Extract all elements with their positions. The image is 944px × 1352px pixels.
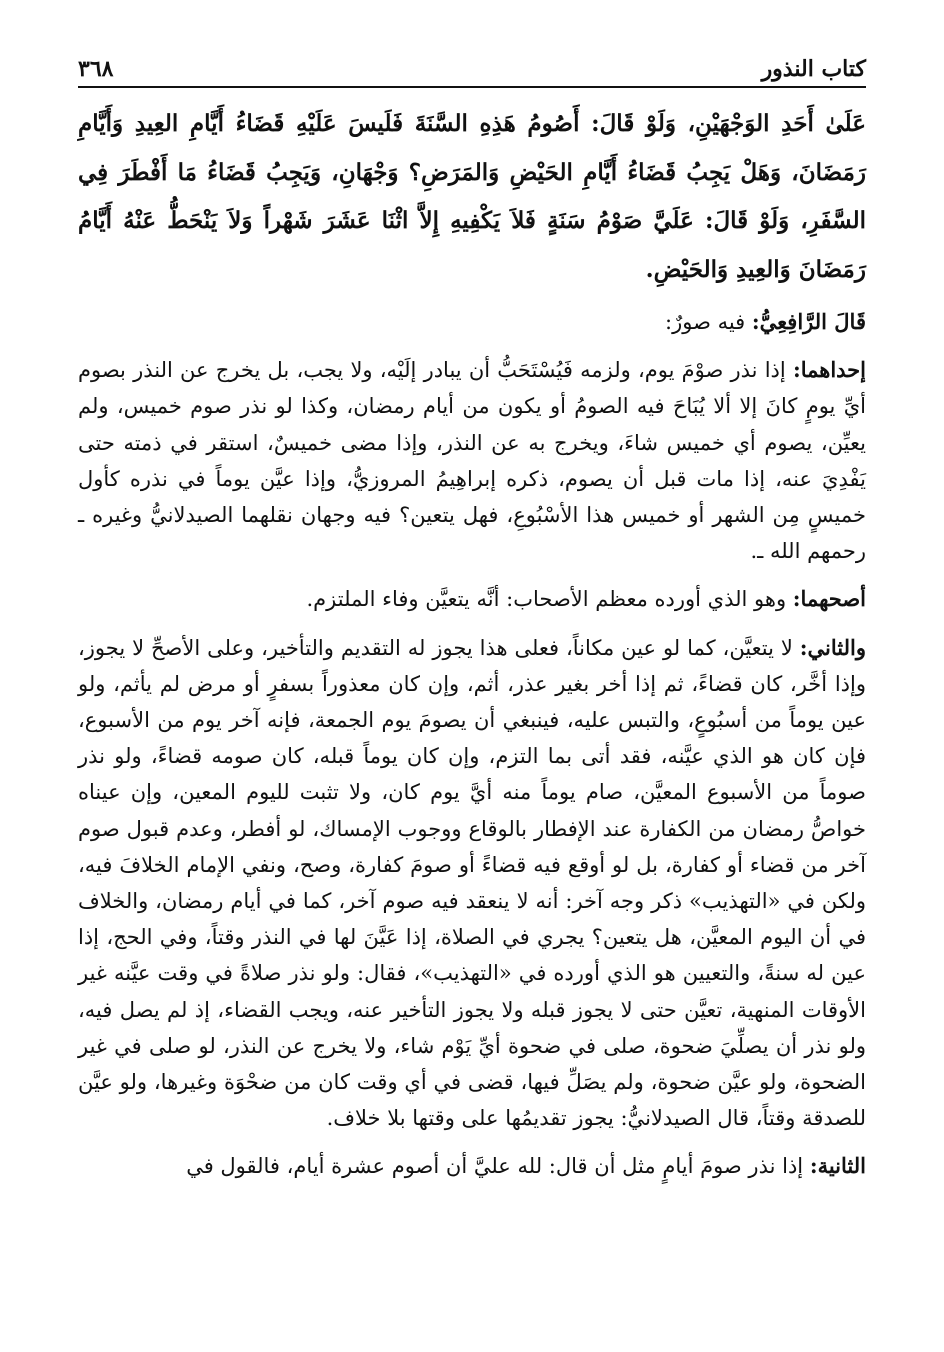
paragraph-second-case-label: الثانية: — [809, 1153, 866, 1179]
paragraph-most-correct-label: أصحهما: — [792, 586, 866, 612]
page-header — [78, 42, 866, 88]
paragraph-first-text: إذا نذر صوْمَ يوم، ولزمه فَيُسْتَحَبُّ أن يبادر إلَيْه، ولا يجب، بل يخرج عن النذر بصوم أيِّ يومٍ كانَ إلا ألا يُبَاحَ فيه الصومُ أو يكون من أيام رمضان، وكذا لو نذر صوم خميس، ولم يعيِّن، يصوم أي خميس شاءَ، ويخرج به عن النذر، وإذا مضى خميسٌ، استقر في ذمته حتى يَفْدِيَ عنه، إذا مات قبل أن يصوم، ذكره إبراهِيمُ المروزيُّ، وإذا عيَّن يوماً في نذره كأول خميسٍ مِن الشهر أو خميس هذا الأسْبُوعِ، فهل يتعين؟ فيه وجهان نقلهما الصيدلانيُّ وغيره ـ رحمهم الله ـ. — [78, 358, 866, 564]
page-number: ٣٦٨ — [78, 56, 114, 82]
paragraph-second-case-text: إذا نذر صومَ أيامٍ مثل أن قال: لله عليَّ أن أصوم عشرة أيام، فالقول في — [186, 1154, 804, 1179]
paragraph-second-case — [78, 1148, 866, 1184]
rafii-label: قَالَ الرَّافِعِيُّ: — [751, 309, 866, 334]
paragraph-first-label: إحداهما: — [792, 357, 866, 383]
paragraph-first — [78, 352, 866, 569]
paragraph-second-opinion-text: لا يتعيَّن، كما لو عين مكاناً، فعلى هذا يجوز له التقديم والتأخير، وعلى الأصحِّ لا يجوز، وإذا أخَّر، كان قضاءً، ثم إذا أخر بغير عذر، أثم، وإن كان معذوراً بسفرٍ أو مرض لم يأثم، ولو عين يوماً من أسبُوعٍ، والتبس عليه، فينبغي أن يصومَ يوم الجمعة، فإنه آخر يوم من الأسبوع، فإن كان هو الذي عيَّنه، فقد أتى بما التزم، وإن كان يوماً قبله، كان صومه قضاءً، ولو نذر صوماً من الأسبوع المعيَّن، صام يوماً منه أيَّ يوم كان، ولا تثبت لليوم المعين، وإن عيناه خواصُّ رمضان من الكفارة عند الإفطار بالوقاع ووجوب الإمساك، لو أفطر، وعدم قبول صوم آخر من قضاء أو كفارة، بل لو أوقع فيه قضاءً أو صومَ كفارة، وصح، ونفي الإمام الخلافَ فيه، ولكن في «التهذيب» ذكر وجه آخر: أنه لا ينعقد فيه صوم آخر، كما في أيام رمضان، والخلاف في أن اليوم المعيَّن، هل يتعين؟ يجري في الصلاة، إذا عَيَّنَ لها في النذر وقتاً، وفي الحج، إذا عين له سنةً، والتعيين هو الذي أورده في «التهذيب»، فقال: ولو نذر صلاةً في وقت عيَّنه غير الأوقات المنهية، تعيَّن حتى لا يجوز قبله ولا يجوز التأخير عنه، ويجب القضاء، إذ لم يصل فيه، ولو نذر أن يصلِّيَ ضحوة، صلى في ضحوة أيِّ يَوْم شاء، ولا يخرج عن النذر، لو صلى في غير الضحوة، ولو عيَّن ضحوة، ولم يصَلِّ فيها، قضى في أي وقت كان من ضحْوَة وغيرها، ولو عيَّن للصدقة وقتاً، قال الصيدلانيُّ: يجوز تقديمُها على وقتها بلا خلاف. — [78, 635, 866, 1131]
page-body — [78, 100, 866, 1197]
paragraph-second-opinion-label: والثاني: — [799, 634, 866, 660]
rafii-text: فيه صورٌ: — [665, 310, 746, 334]
paragraph-second-opinion — [78, 630, 866, 1137]
paragraph-most-correct-text: وهو الذي أورده معظم الأصحاب: أنَّه يتعيَّن وفاء الملتزم. — [306, 587, 787, 612]
rafii-intro — [78, 304, 866, 340]
paragraph-most-correct — [78, 581, 866, 617]
book-title: كتاب النذور — [761, 56, 866, 82]
matn-text: عَلَىٰ أَحَدِ الوَجْهَيْنِ، وَلَوْ قَالَ: أَصُومُ هَذِهِ السَّنَةَ فَلَيسَ عَلَيْهِ قَضَاءُ أَيَّامِ العِيدِ وَأَيَّامِ رَمَضَانَ، وَهَلْ يَجِبُ قَضَاءُ أَيَّامِ الحَيْضِ وَالمَرَضِ؟ وَجْهَانِ، وَيَجِبُ قَضَاءُ مَا أَفْطَرَ فِي السَّفَرِ، وَلَوْ قَالَ: عَلَيَّ صَوْمُ سَنَةٍ فَلاَ يَكْفِيهِ إِلاَّ اثْنَا عَشَرَ شَهْراً وَلاَ يَنْحَطُّ عَنْهُ أَيَّامُ رَمَضَانَ وَالعِيدِ وَالحَيْضِ. — [78, 110, 866, 283]
